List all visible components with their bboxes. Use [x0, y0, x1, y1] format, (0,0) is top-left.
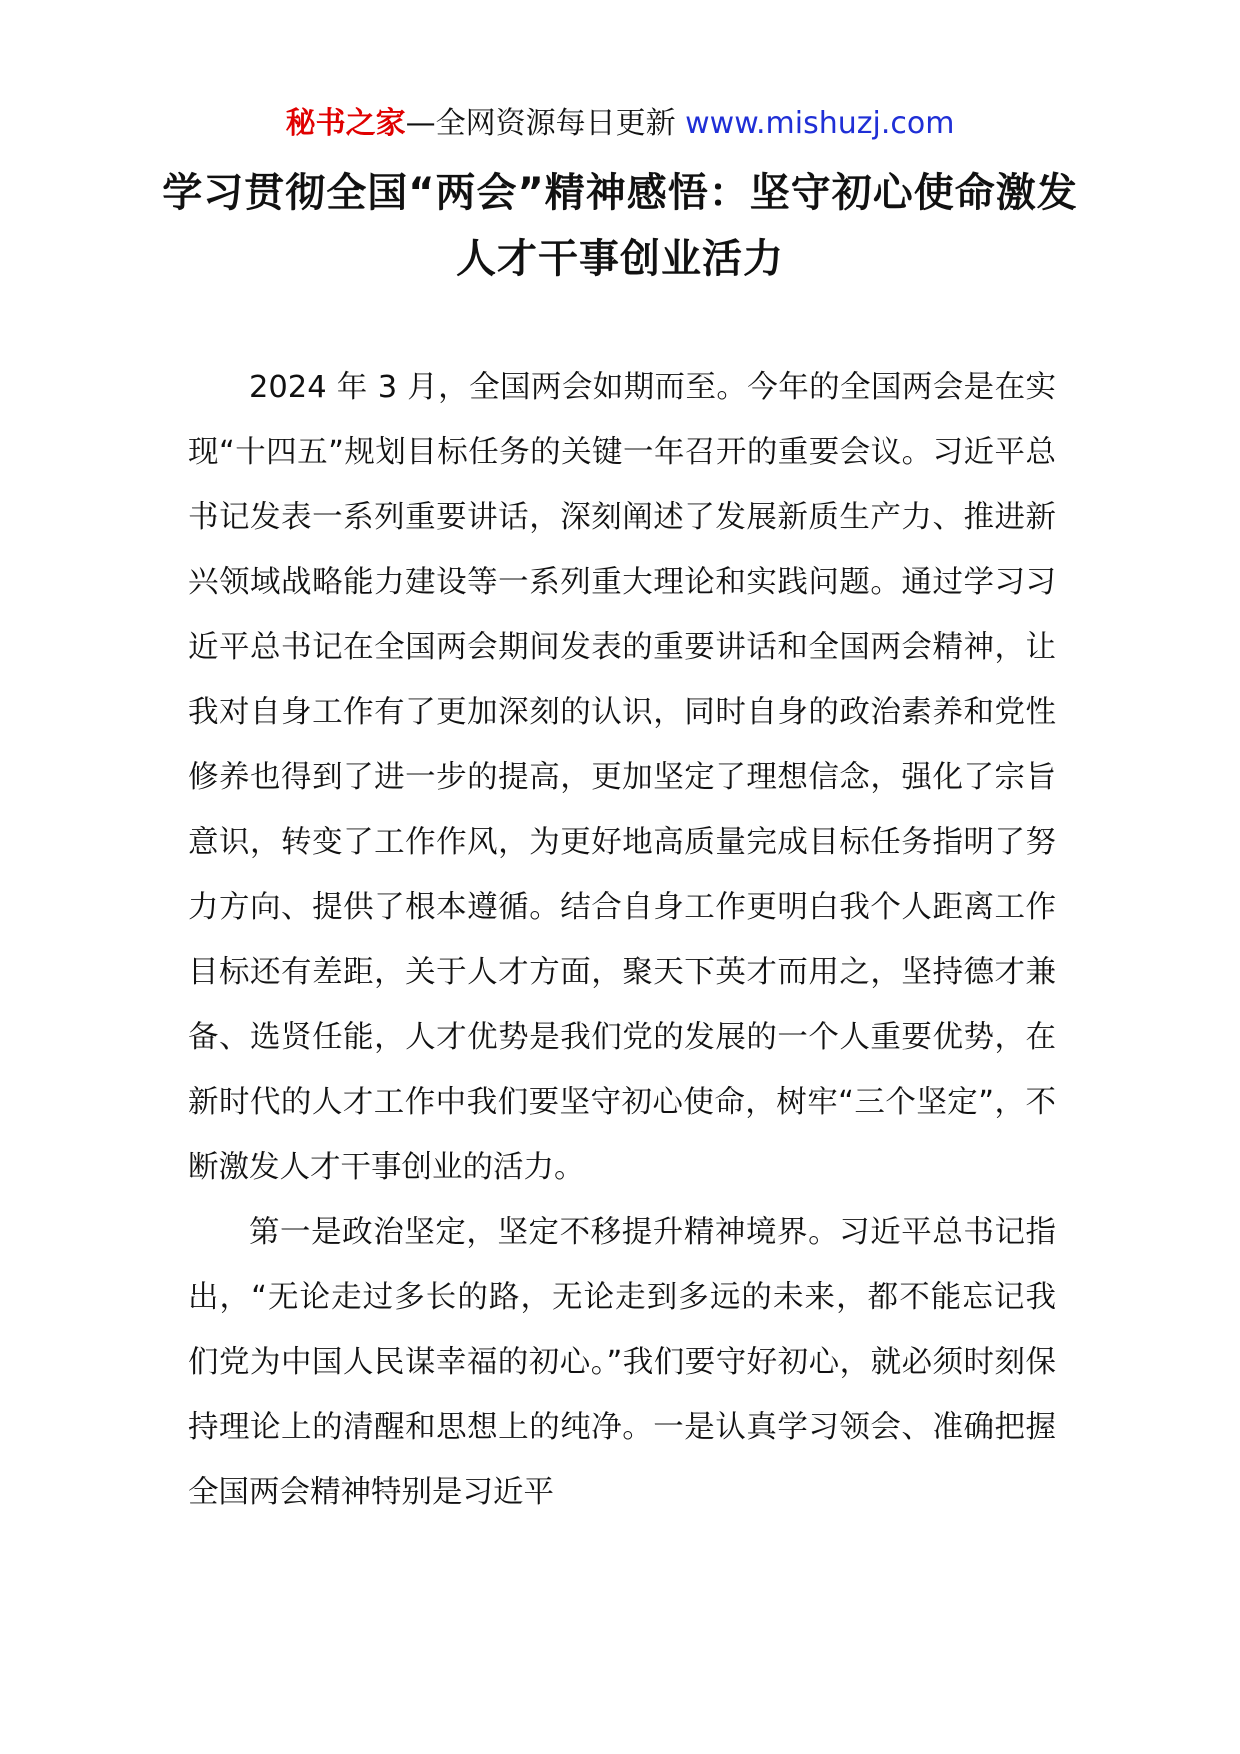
- paragraph: 第一是政治坚定，坚定不移提升精神境界。习近平总书记指出，“无论走过多长的路，无论走到多远的未来，都不能忘记我们党为中国人民谋幸福的初心。”我们要守好初心，就必须时刻保持理论上的清醒和思想上的纯净。一是认真学习领会、准确把握全国两会精神特别是习近平: [188, 1215, 1056, 1510]
- paragraph: 2024 年 3 月，全国两会如期而至。今年的全国两会是在实现“十四五”规划目标任务的关键一年召开的重要会议。习近平总书记发表一系列重要讲话，深刻阐述了发展新质生产力、推进新兴领域战略能力建设等一系列重大理论和实践问题。通过学习习近平总书记在全国两会期间发表的重要讲话和全国两会精神，让我对自身工作有了更加深刻的认识，同时自身的政治素养和党性修养也得到了进一步的提高，更加坚定了理想信念，强化了宗旨意识，转变了工作作风，为更好地高质量完成目标任务指明了努力方向、提供了根本遵循。结合自身工作更明白我个人距离工作目标还有差距，关于人才方面，聚天下英才而用之，坚持德才兼备、选贤任能，人才优势是我们党的发展的一个人重要优势，在新时代的人才工作中我们要坚守初心使命，树牢“三个坚定”，不断激发人才干事创业的活力。: [188, 370, 1056, 1185]
- site-header: [0, 102, 1240, 146]
- document-body: [188, 355, 1056, 1525]
- site-link[interactable]: www.mishuzj.com: [685, 106, 955, 141]
- header-tagline: —全网资源每日更新: [405, 106, 686, 141]
- brand-name: 秘书之家: [285, 106, 406, 141]
- document-title: 学习贯彻全国“两会”精神感悟：坚守初心使命激发人才干事创业活力: [162, 170, 1078, 282]
